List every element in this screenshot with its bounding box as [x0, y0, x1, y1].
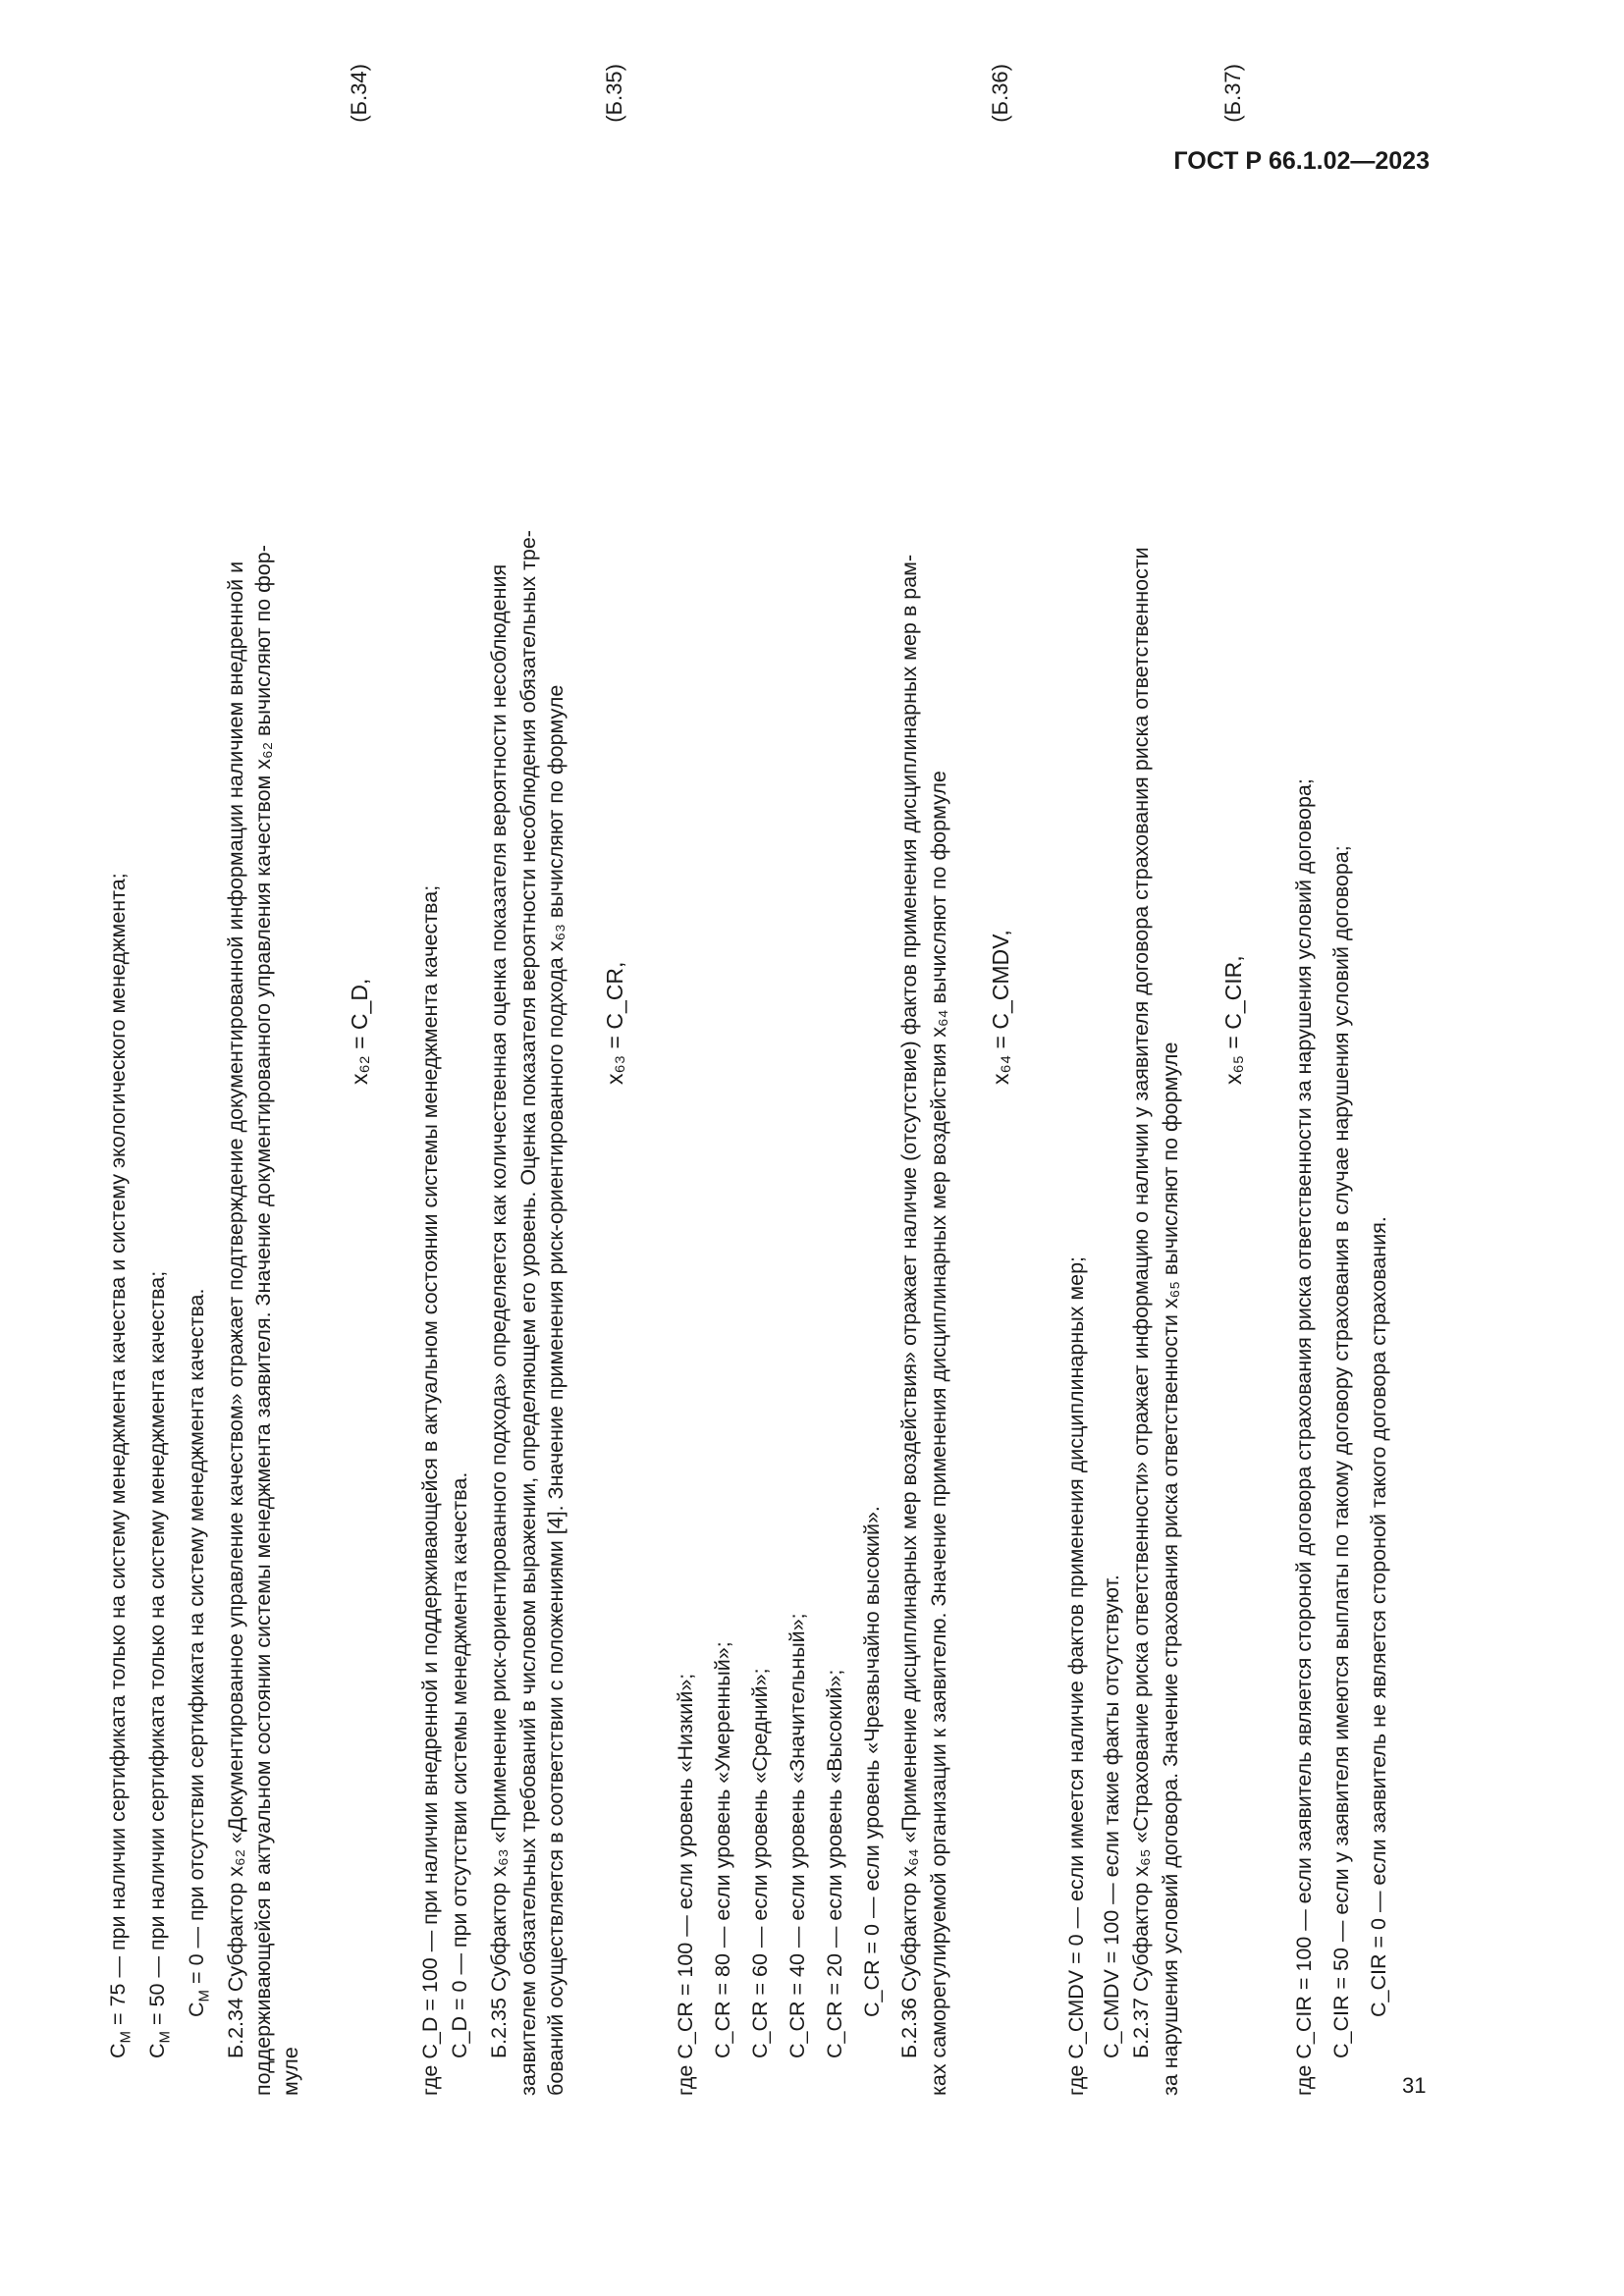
cm-line-3: $C_M = 0$ — при отсутствии сертификата на систему менеджмента качества.: [185, 1288, 213, 2017]
cir-line-2: C_CIR = 50 — если у заявителя имеются выплаты по такому договору страхования в случае нарушения условий договора;: [1329, 845, 1353, 2058]
formula-b36: x₆₄ = C_CMDV,: [988, 930, 1013, 1085]
b236-where-2: C_CMDV = 100 — если такие факты отсутствуют.: [1100, 1575, 1123, 2058]
b234-where-1: где C_D = 100 — при наличии внедренной и поддерживающейся в актуальном состоянии системы менеджмента качества;: [418, 884, 442, 2096]
ccr-level-5: C_CR = 20 — если уровень «Высокий»;: [823, 1669, 846, 2058]
cm-line-2: $C_M = 50$ — при наличии сертификата только на систему менеджмента качества;: [145, 1270, 174, 2058]
ccr-level-2: C_CR = 80 — если уровень «Умеренный»;: [711, 1641, 734, 2058]
cm-line-1: $C_M = 75$ — при наличии сертификата только на систему менеджмента качества и систему экологического менеджмента;: [106, 873, 135, 2058]
formula-b35: x₆₃ = C_CR,: [602, 961, 627, 1085]
b236-line-1: Б.2.36 Субфактор x₆₄ «Применение дисциплинарных мер воздействия» отражает наличие (отсутствие) фактов применения дисциплинарных мер в рам-: [897, 554, 921, 2058]
b237-line-2: за нарушения условий договора. Значение страхования риска ответственности x₆₅ вычисляют по формуле: [1159, 1041, 1182, 2096]
b234-line-3: муле: [279, 2047, 302, 2096]
b234-where-2: C_D = 0 — при отсутствии системы менеджмента качества.: [448, 1471, 471, 2058]
ccr-level-3: C_CR = 60 — если уровень «Средний»;: [748, 1668, 772, 2058]
ccr-level-6: C_CR = 0 — если уровень «Чрезвычайно высокий».: [860, 1506, 884, 2017]
formula-b34: x₆₂ = C_D,: [347, 978, 372, 1085]
document-header: ГОСТ Р 66.1.02—2023: [1173, 147, 1430, 175]
formula-number-b36: (Б.36): [988, 64, 1012, 123]
ccr-level-1: где C_CR = 100 — если уровень «Низкий»;: [674, 1673, 697, 2096]
cir-line-1: где C_CIR = 100 — если заявитель является стороной договора страхования риска ответственности за нарушения условий договора;: [1292, 778, 1316, 2096]
cir-line-3: C_CIR = 0 — если заявитель не является стороной такого договора страхования.: [1367, 1216, 1390, 2017]
b234-line-2: поддерживающейся в актуальном состоянии системы менеджмента заявителя. Значение документированного управления качеством x₆₂ вычисляют по фор-: [251, 545, 275, 2096]
b235-line-3: бований осуществляется в соответствии с положениями [4]. Значение применения риск-ориентированного подхода x₆₃ вычисляют по формуле: [544, 684, 568, 2096]
formula-number-b37: (Б.37): [1220, 64, 1245, 123]
rotated-page-body: [106, 34, 1390, 2096]
b236-line-2: ках саморегулируемой организации к заявителю. Значение применения дисциплинарных мер воздействия x₆₄ вычисляют по формуле: [927, 771, 950, 2096]
b235-line-1: Б.2.35 Субфактор x₆₃ «Применение риск-ориентированного подхода» определяется как количественная оценка показателя вероятности несоблюдения: [487, 563, 511, 2058]
page-number: 31: [1402, 2073, 1427, 2098]
formula-b37: x₆₅ = C_CIR,: [1220, 955, 1246, 1085]
formula-number-b34: (Б.34): [347, 64, 371, 123]
b234-line-1: Б.2.34 Субфактор x₆₂ «Документированное управление качеством» отражает подтверждение документированной информации наличием внедренной и: [224, 561, 247, 2058]
b236-where-1: где C_CMDV = 0 — если имеется наличие фактов применения дисциплинарных мер;: [1064, 1255, 1088, 2096]
b237-line-1: Б.2.37 Субфактор x₆₅ «Страхование риска ответственности» отражает информацию о наличии у заявителя договора страхования риска ответственности: [1129, 547, 1153, 2058]
formula-number-b35: (Б.35): [602, 64, 626, 123]
b235-line-2: заявителем обязательных требований в числовом выражении, определяющем его уровень. Оценка показателя вероятности несоблюдения обязательных тре-: [516, 530, 540, 2096]
ccr-level-4: C_CR = 40 — если уровень «Значительный»;: [785, 1613, 809, 2058]
